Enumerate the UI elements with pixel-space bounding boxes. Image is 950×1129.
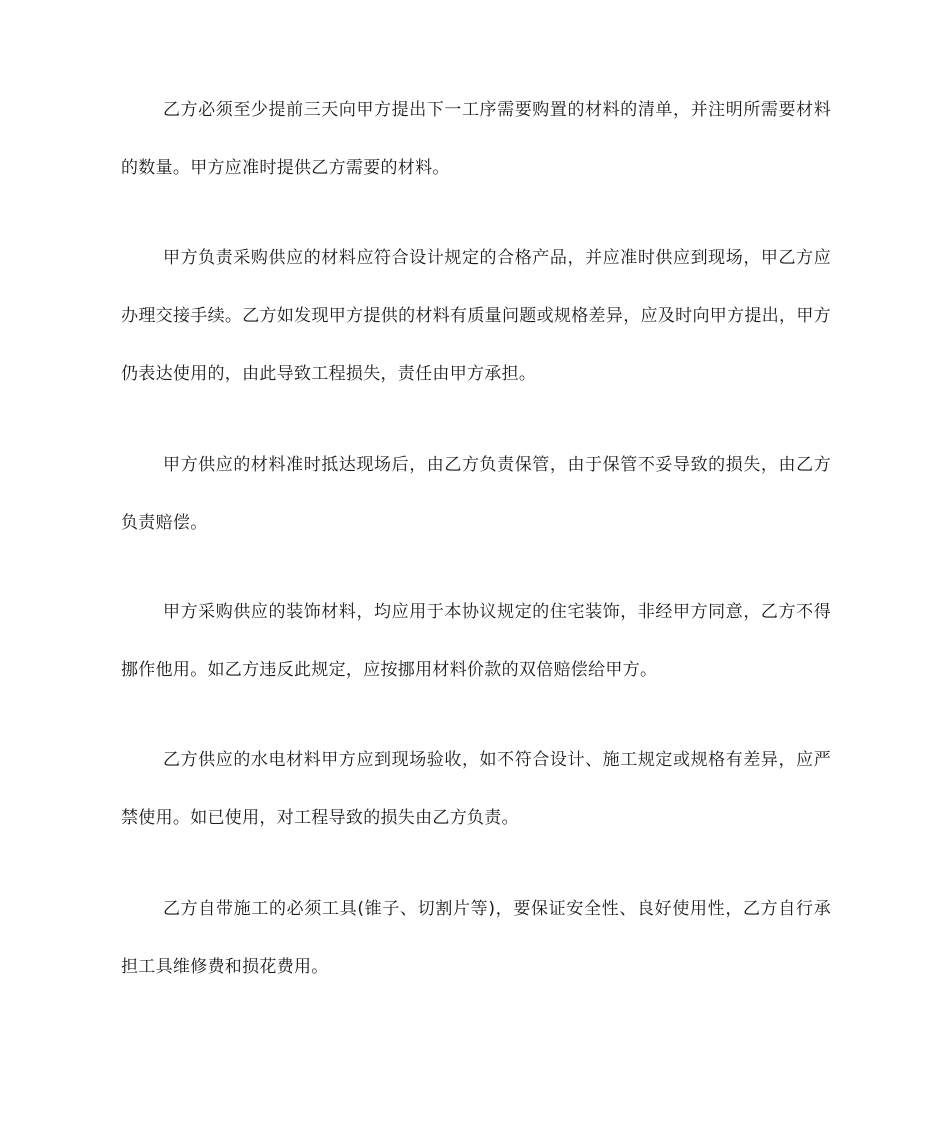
paragraph-storage: 甲方供应的材料准时抵达现场后，由乙方负责保管，由于保管不妥导致的损失，由乙方负责赔偿。 — [121, 455, 831, 533]
paragraph-tools: 乙方自带施工的必须工具(锥子、切割片等)，要保证安全性、良好使用性，乙方自行承担工具维修费和损花费用。 — [121, 899, 831, 977]
paragraph-utility-materials: 乙方供应的水电材料甲方应到现场验收，如不符合设计、施工规定或规格有差异，应严禁使用。如已使用，对工程导致的损失由乙方负责。 — [121, 750, 831, 828]
paragraph-material-list: 乙方必须至少提前三天向甲方提出下一工序需要购置的材料的清单，并注明所需要材料的数量。甲方应准时提供乙方需要的材料。 — [121, 100, 831, 178]
paragraph-purchase-quality: 甲方负责采购供应的材料应符合设计规定的合格产品，并应准时供应到现场，甲乙方应办理交接手续。乙方如发现甲方提供的材料有质量问题或规格差异，应及时向甲方提出，甲方仍表达使用的，由此导致工程损失，责任由甲方承担。 — [121, 248, 831, 384]
paragraph-misuse: 甲方采购供应的装饰材料，均应用于本协议规定的住宅装饰，非经甲方同意，乙方不得挪作他用。如乙方违反此规定，应按挪用材料价款的双倍赔偿给甲方。 — [121, 602, 831, 680]
